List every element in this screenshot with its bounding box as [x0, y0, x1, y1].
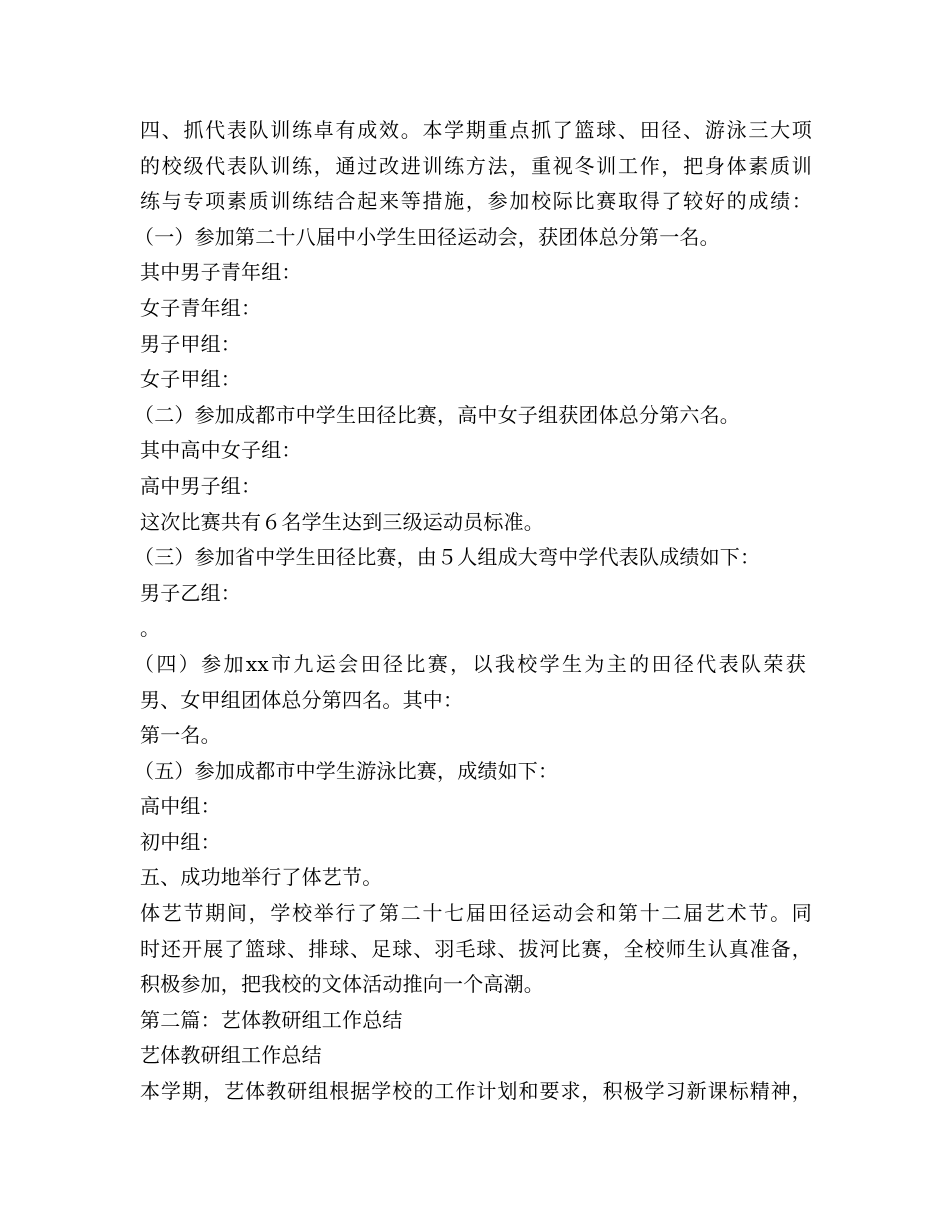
item-one-line: （一）参加第二十八届中小学生田径运动会，获团体总分第一名。	[134, 224, 720, 249]
paragraph-line-3: 练与专项素质训练结合起来等措施，参加校际比赛取得了较好的成绩：	[140, 189, 812, 214]
text-line-18: 第一名。	[140, 723, 221, 748]
document-title: 艺体教研组工作总结	[140, 1043, 322, 1068]
item-three-line: （三）参加省中学生田径比赛，由５人组成大弯中学代表队成绩如下：	[134, 545, 761, 570]
text-line-8: 女子甲组：	[140, 367, 241, 392]
item-four-line: （四）参加xx市九运会田径比赛，以我校学生为主的田径代表队荣获	[134, 651, 806, 676]
section-heading-five: 五、成功地举行了体艺节。	[140, 865, 383, 890]
paragraph-line-23: 体艺节期间，学校举行了第二十七届田径运动会和第十二届艺术节。同	[140, 901, 812, 926]
text-line-21: 初中组：	[140, 829, 221, 854]
item-five-line: （五）参加成都市中学生游泳比赛，成绩如下：	[134, 758, 559, 783]
text-line-14: 男子乙组：	[140, 580, 241, 605]
paragraph-line-28: 本学期，艺体教研组根据学校的工作计划和要求，积极学习新课标精神，	[140, 1079, 812, 1104]
chapter-heading: 第二篇：艺体教研组工作总结	[140, 1007, 403, 1032]
text-line-17: 男、女甲组团体总分第四名。其中：	[140, 687, 464, 712]
text-line-5: 其中男子青年组：	[140, 260, 302, 285]
text-line-11: 高中男子组：	[140, 473, 262, 498]
text-line-15: 。	[140, 616, 161, 641]
text-line-20: 高中组：	[140, 794, 221, 819]
text-line-12: 这次比赛共有６名学生达到三级运动员标准。	[140, 509, 544, 534]
paragraph-line-24: 时还开展了篮球、排球、足球、羽毛球、拔河比赛，全校师生认真准备，	[140, 936, 812, 961]
document-body	[134, 113, 820, 1110]
paragraph-line-25: 积极参加，把我校的文体活动推向一个高潮。	[140, 972, 544, 997]
paragraph-line-2: 的校级代表队训练，通过改进训练方法，重视冬训工作，把身体素质训	[140, 153, 812, 178]
paragraph-line-1: 四、抓代表队训练卓有成效。本学期重点抓了篮球、田径、游泳三大项	[140, 118, 812, 142]
text-line-10: 其中高中女子组：	[140, 438, 302, 463]
text-line-6: 女子青年组：	[140, 295, 262, 320]
text-line-7: 男子甲组：	[140, 331, 241, 356]
item-two-line: （二）参加成都市中学生田径比赛，高中女子组获团体总分第六名。	[134, 402, 740, 427]
